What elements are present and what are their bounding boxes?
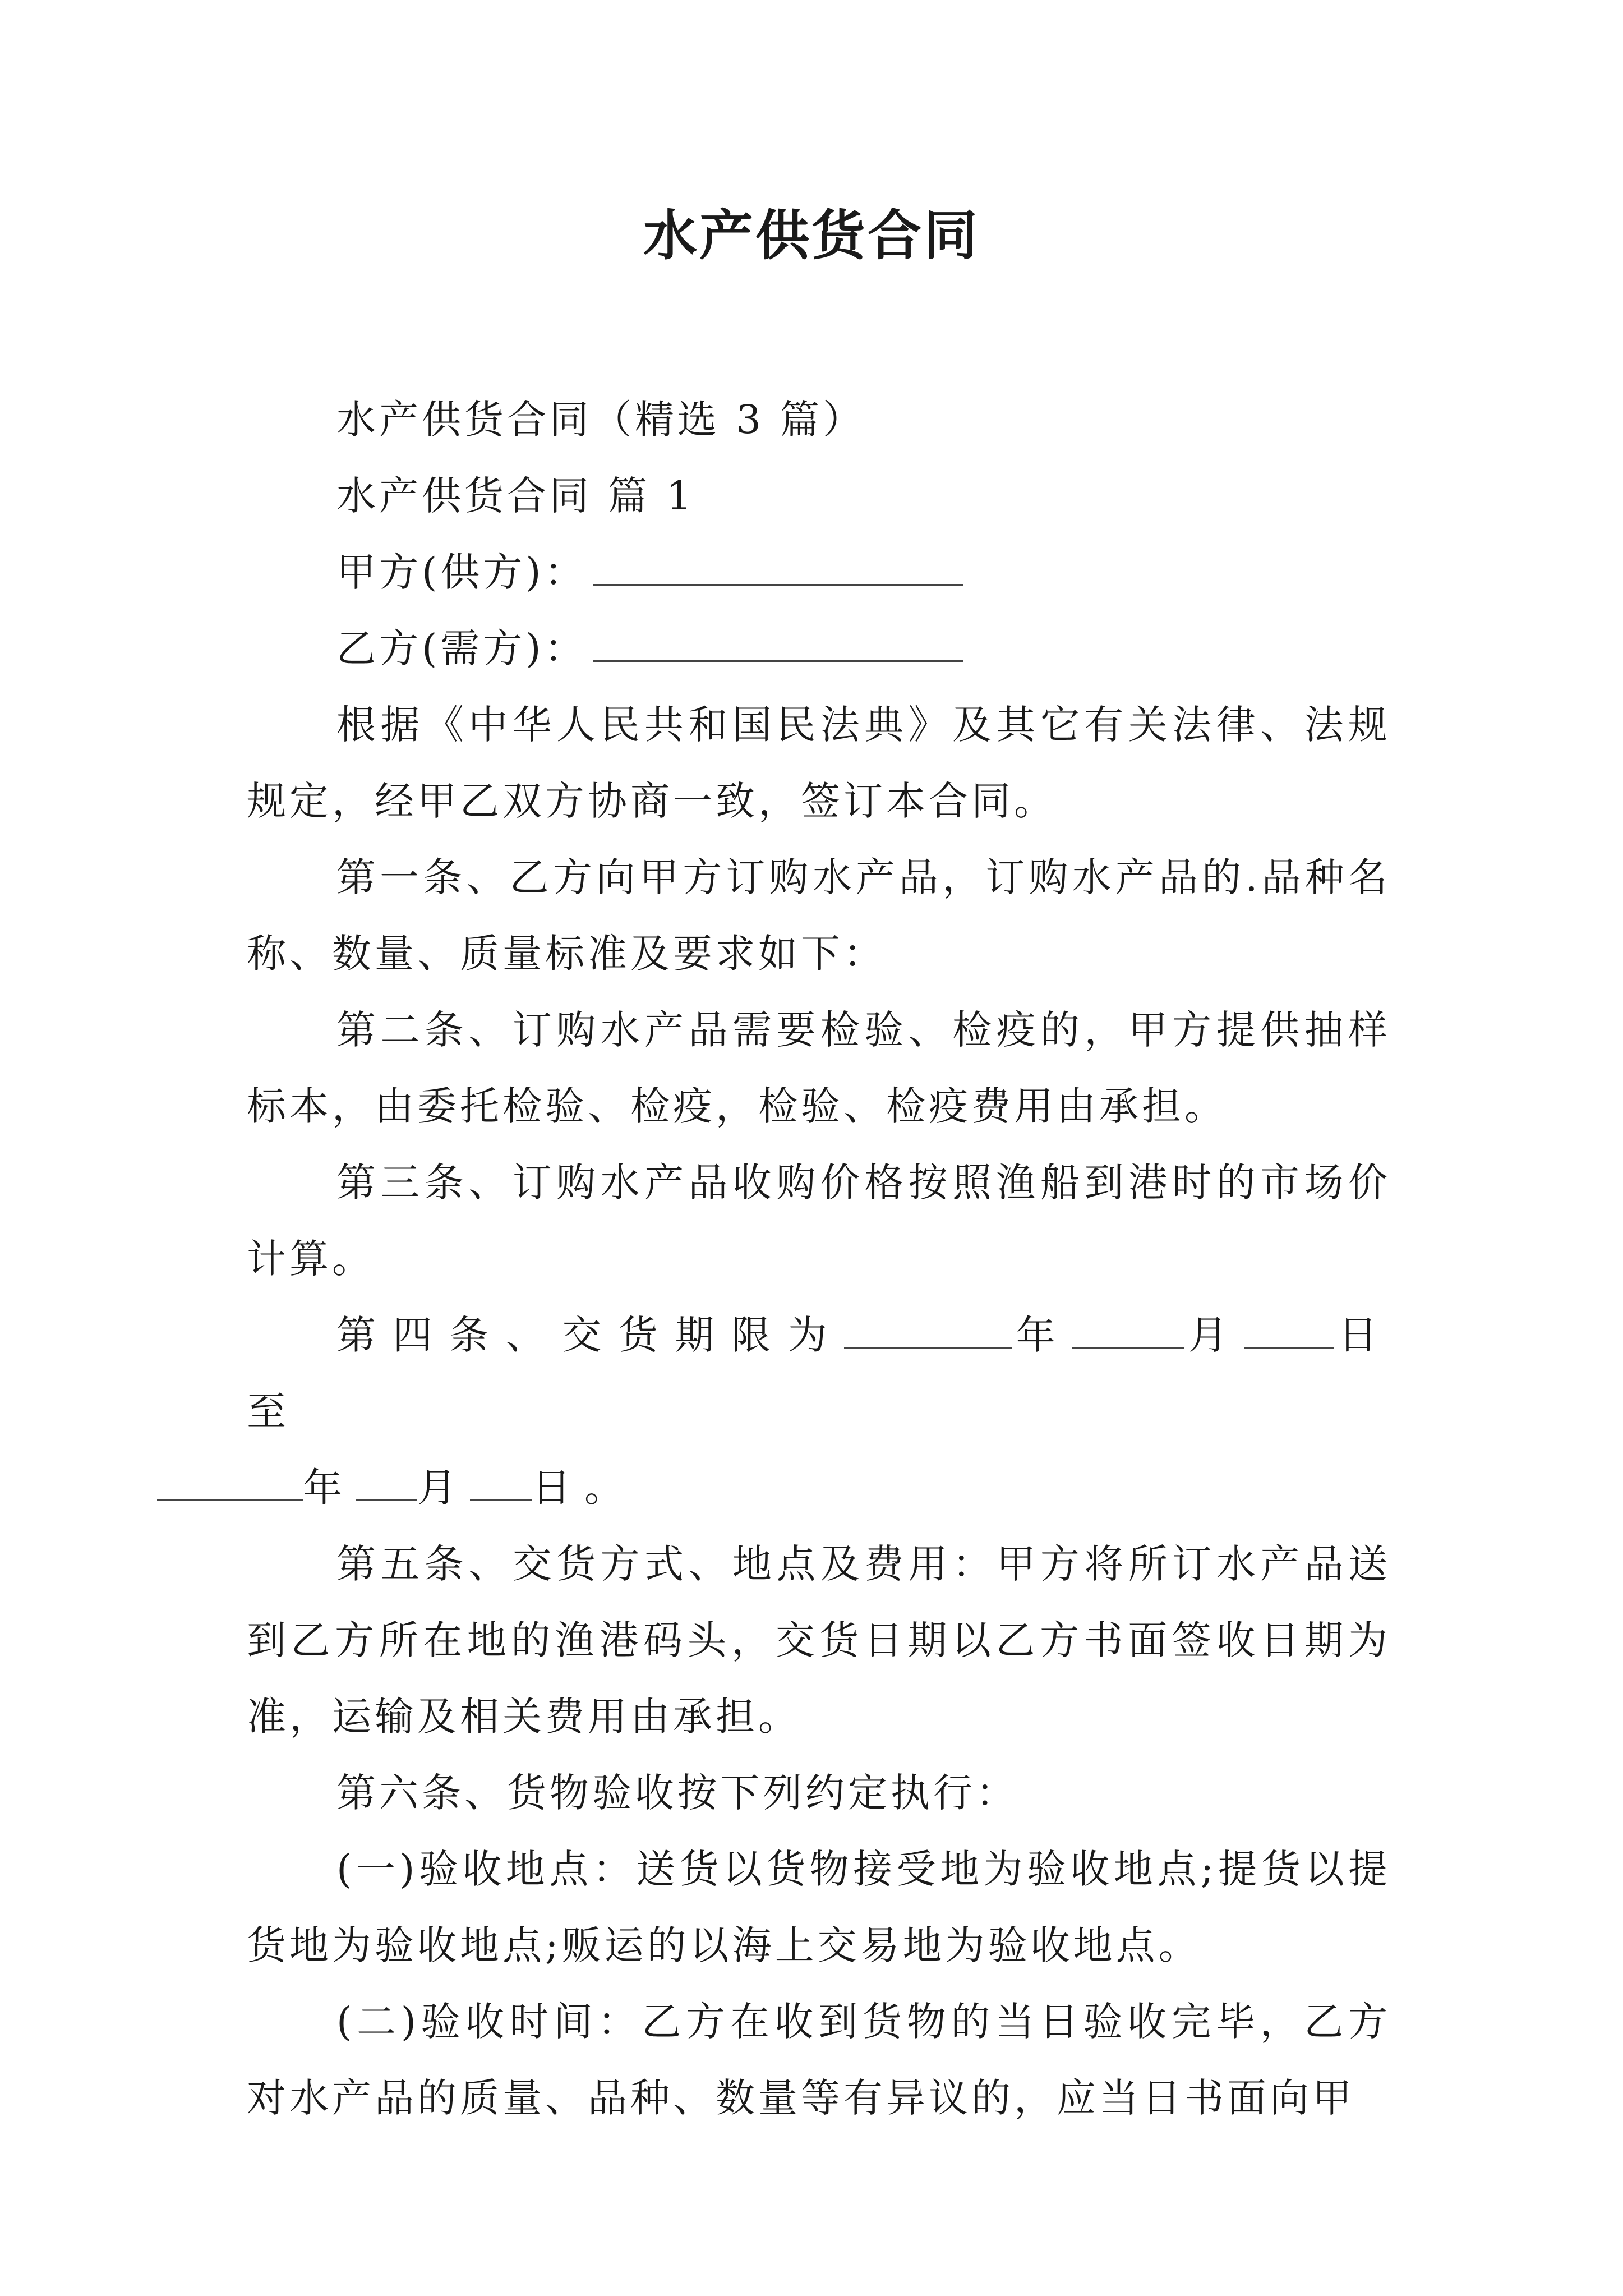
party-a-blank <box>593 550 963 586</box>
paragraph-preamble: 根据《中华人民共和国民法典》及其它有关法律、法规规定，经甲乙双方协商一致，签订本合同。 <box>247 702 1391 824</box>
document-title: 水产供货合同 <box>643 204 980 267</box>
party-a-line <box>247 534 1391 610</box>
paragraph-article-5: 第五条、交货方式、地点及费用：甲方将所订水产品送到乙方所在地的渔港码头，交货日期以乙方书面签收日期为准，运输及相关费用由承担。 <box>247 1541 1391 1740</box>
delivery-end-day-blank <box>470 1466 532 1501</box>
paragraph-article-3: 第三条、订购水产品收购价格按照渔船到港时的市场价计算。 <box>247 1159 1391 1282</box>
article-4-text: 第四条、交货期限为 <box>336 1312 845 1358</box>
article-4-year2: 年 <box>303 1465 356 1511</box>
article-4-month: 月 <box>1184 1312 1245 1358</box>
paragraph-item-1: (一)验收地点：送货以货物接受地为验收地点;提货以提货地为验收地点;贩运的以海上交易地为验收地点。 <box>247 1846 1391 1968</box>
article-4-month2: 月 <box>417 1465 470 1511</box>
party-b-label: 乙方(需方)： <box>336 625 587 671</box>
paragraph-article-4 <box>247 1297 1391 1526</box>
party-b-blank <box>593 627 963 662</box>
article-4-day-to: 日至 <box>247 1312 1391 1434</box>
delivery-end-year-blank <box>157 1466 303 1501</box>
delivery-end-month-blank <box>356 1466 417 1501</box>
party-a-label: 甲方(供方)： <box>336 549 587 595</box>
delivery-start-day-blank <box>1244 1313 1334 1349</box>
paragraph-item-2: (二)验收时间：乙方在收到货物的当日验收完毕，乙方对水产品的质量、品种、数量等有异议的，应当日书面向甲 <box>247 1999 1391 2121</box>
paragraph-article-6: 第六条、货物验收按下列约定执行： <box>336 1770 1018 1816</box>
party-b-line <box>247 610 1391 687</box>
delivery-start-year-blank <box>844 1313 1012 1349</box>
article-4-year: 年 <box>1012 1312 1073 1358</box>
delivery-start-month-blank <box>1072 1313 1184 1349</box>
document-subtitle: 水产供货合同（精选 3 篇） <box>336 397 866 443</box>
document-body <box>247 381 1391 2136</box>
paragraph-article-1: 第一条、乙方向甲方订购水产品，订购水产品的.品种名称、数量、质量标准及要求如下： <box>247 854 1391 977</box>
paragraph-article-2: 第二条、订购水产品需要检验、检疫的，甲方提供抽样标本，由委托检验、检疫，检验、检疫费用由承担。 <box>247 1007 1391 1129</box>
section-heading: 水产供货合同 篇 1 <box>336 473 695 519</box>
article-4-day2: 日。 <box>532 1465 637 1511</box>
